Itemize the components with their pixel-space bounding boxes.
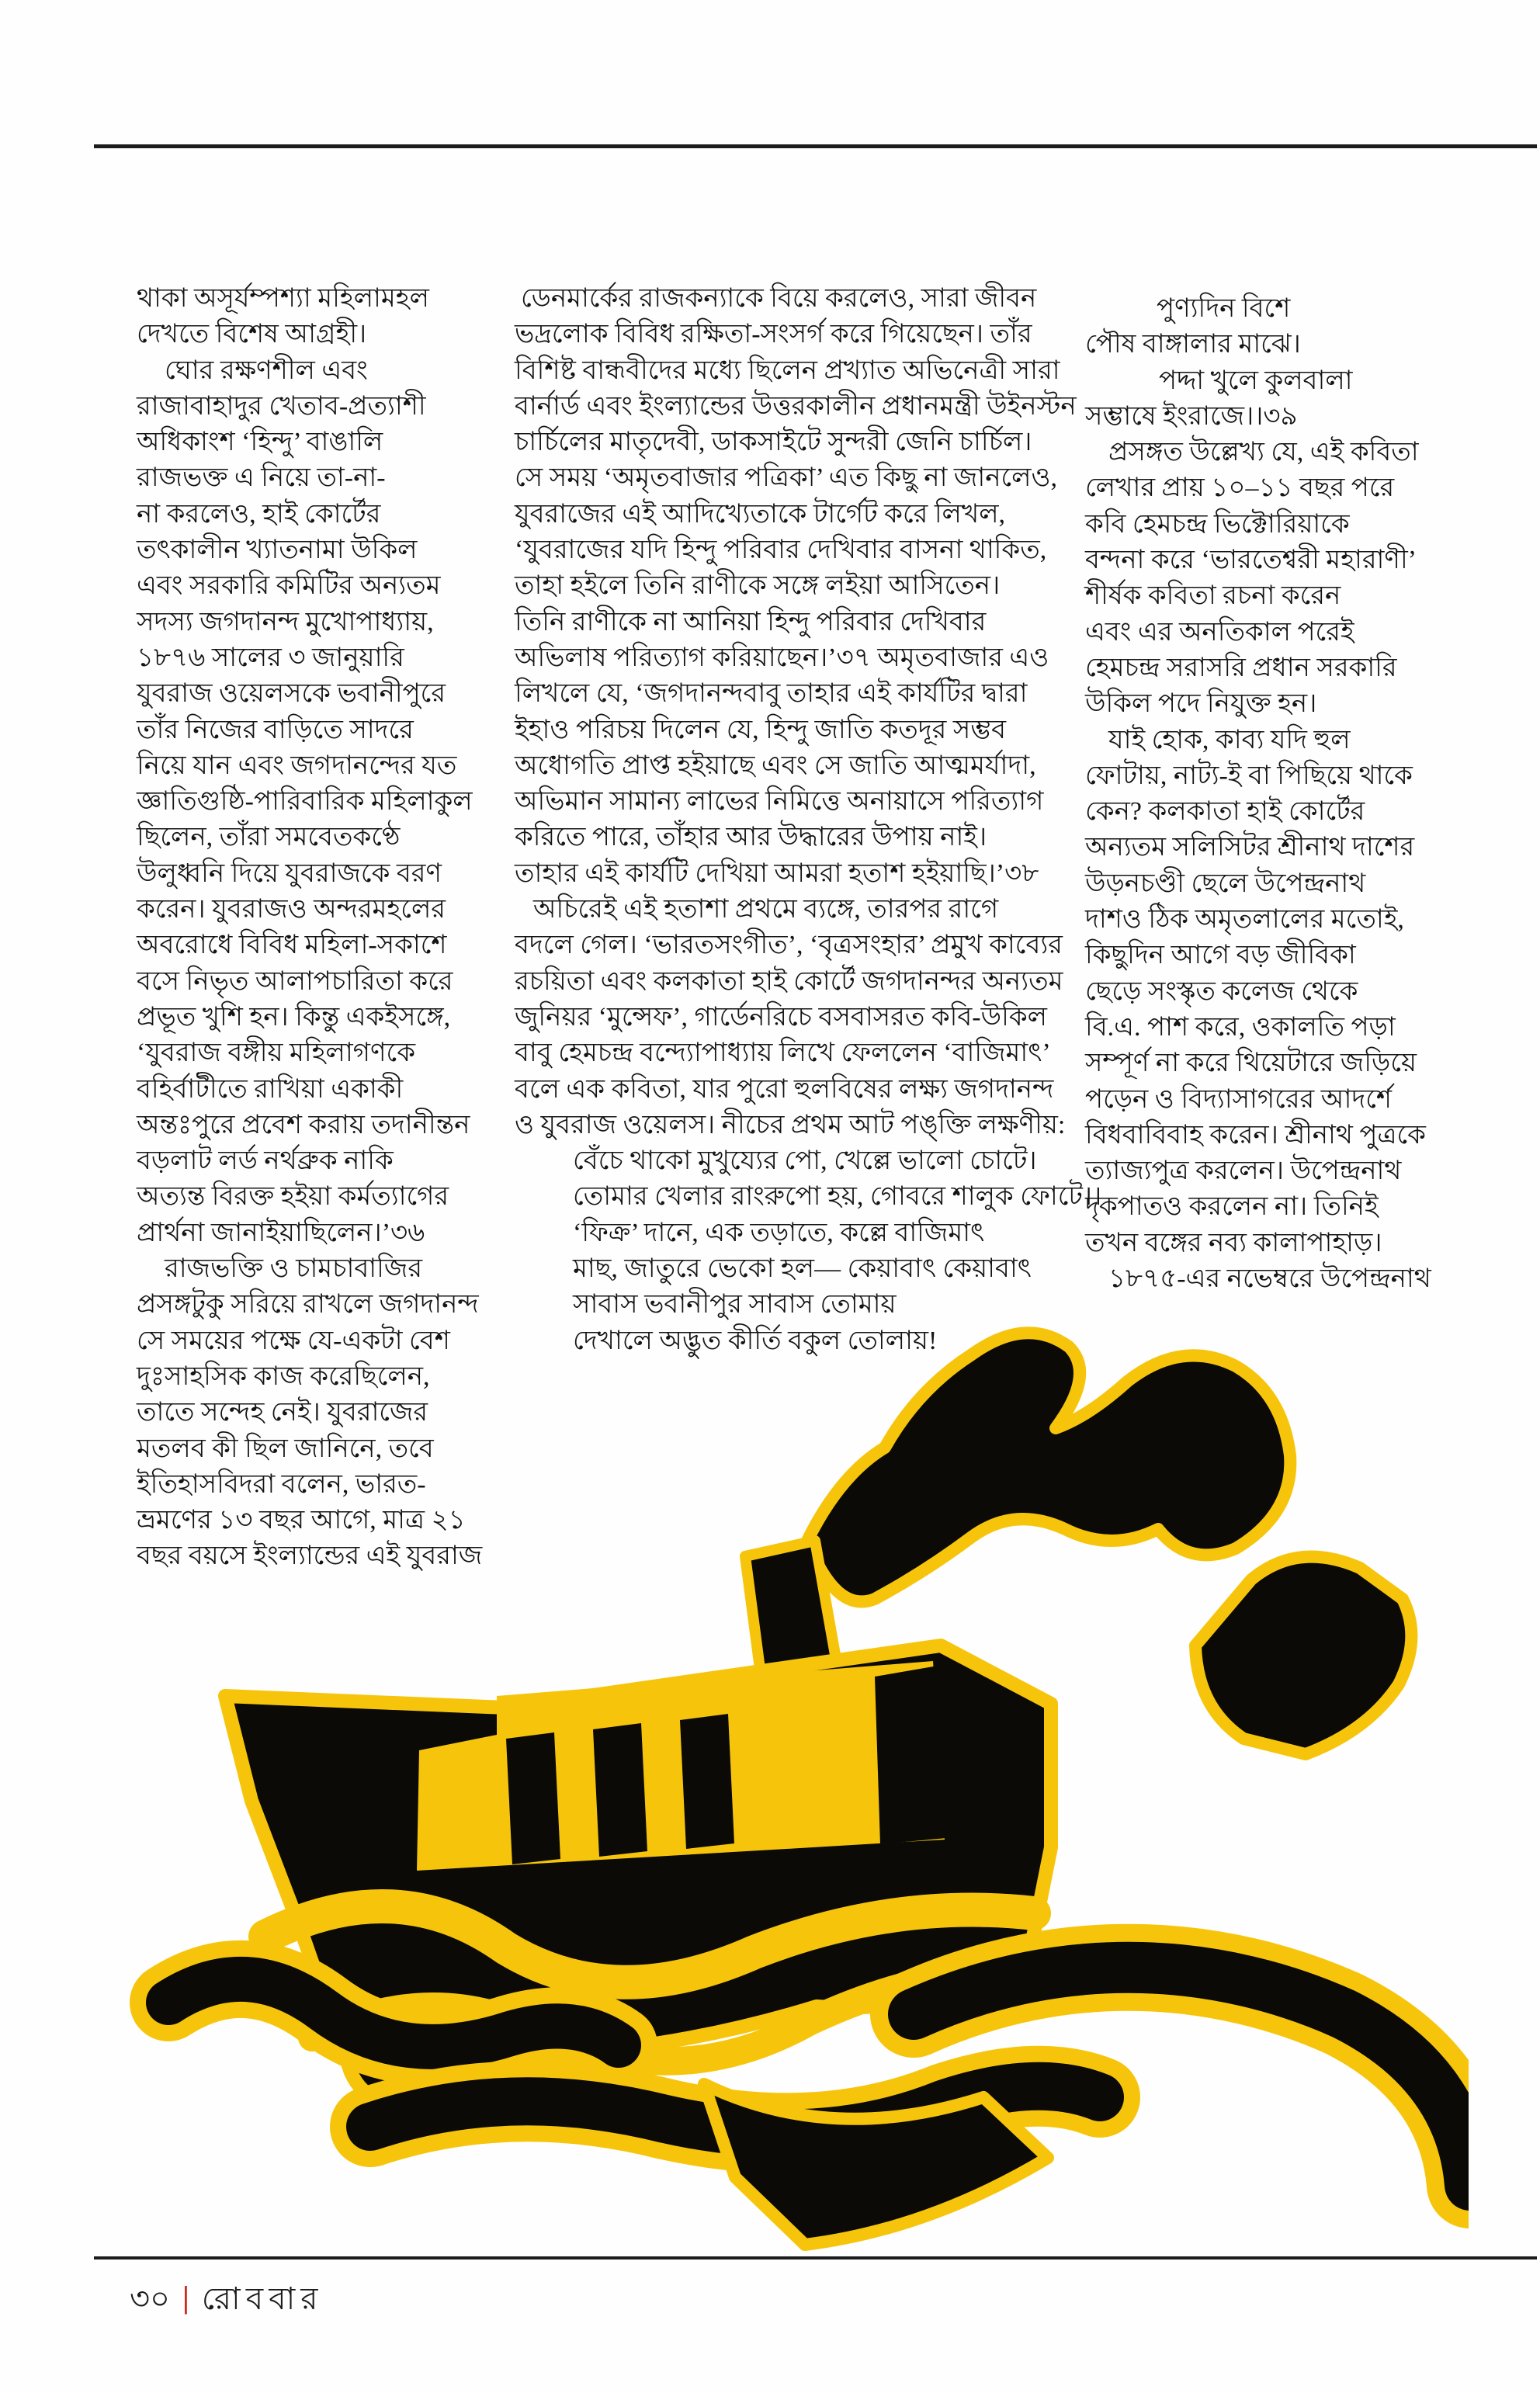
text-line: সম্পূর্ণ না করে থিয়েটারে জড়িয়ে	[1085, 1049, 1417, 1078]
text-line: অভিমান সামান্য লাভের নিমিত্তে অনায়াসে পরিত্যাগ	[515, 787, 1044, 817]
text-line: ছেড়ে সংস্কৃত কলেজ থেকে	[1085, 976, 1358, 1006]
text-line: নিয়ে যান এবং জগদানন্দের যত	[137, 751, 457, 780]
text-line: বন্দনা করে ‘ভারতেশ্বরী মহারাণী’	[1085, 546, 1417, 575]
text-line: রাজভক্ত এ নিয়ে তা-না-	[137, 463, 386, 493]
text-line: যুবরাজের এই আদিখ্যেতাকে টার্গেট করে লিখল,	[515, 499, 1006, 529]
text-line: সে সময়ের পক্ষে যে-একটা বেশ	[137, 1326, 450, 1355]
text-line: করিতে পারে, তাঁহার আর উদ্ধারের উপায় নাই।	[515, 823, 987, 852]
text-line: উলুধ্বনি দিয়ে যুবরাজকে বরণ	[137, 858, 442, 888]
top-rule	[94, 144, 1537, 148]
footer	[130, 2274, 324, 2326]
footer-separator: |	[182, 2280, 189, 2315]
text-line: রচয়িতা এবং কলকাতা হাই কোর্টে জগদানন্দর অন্যতম	[515, 966, 1063, 996]
deck-stern-block	[875, 1665, 947, 1844]
text-line: রাজভক্তি ও চামচাবাজির	[165, 1254, 423, 1284]
text-line: উড়নচণ্ডী ছেলে উপেন্দ্রনাথ	[1085, 869, 1366, 898]
text-line: ১৮৭৫-এর নভেম্বরে উপেন্দ্রনাথ	[1108, 1264, 1431, 1294]
text-line: ছিলেন, তাঁরা সমবেতকণ্ঠে	[137, 823, 401, 852]
steamship-illustration	[71, 1273, 1469, 2282]
text-line: বি.এ. পাশ করে, ওকালতি পড়া	[1085, 1012, 1396, 1042]
text-line: তাহা হইলে তিনি রাণীকে সঙ্গে লইয়া আসিতেন।	[515, 571, 1001, 601]
text-line: অন্তঃপুরে প্রবেশ করায় তদানীন্তন	[137, 1110, 470, 1139]
text-line: বছর বয়সে ইংল্যান্ডের এই যুবরাজ	[137, 1542, 483, 1571]
text-line: প্রসঙ্গত উল্লেখ্য যে, এই কবিতা	[1108, 438, 1419, 467]
text-line: পদ্দা খুলে কুলবালা	[1159, 366, 1353, 395]
text-line: যাই হোক, কাব্য যদি হুল	[1108, 725, 1351, 754]
text-line: পুণ্যদিন বিশে	[1157, 294, 1291, 323]
text-line: শীর্ষক কবিতা রচনা করেন	[1085, 581, 1341, 611]
text-line: সাবাস ভবানীপুর সাবাস তোমায়	[573, 1290, 897, 1320]
text-line: ইতিহাসবিদরা বলেন, ভারত-	[137, 1469, 426, 1499]
text-line: লিখলে যে, ‘জগদানন্দবাবু তাহার এই কার্যটির দ্বারা	[515, 679, 1028, 709]
deck-pillar	[593, 1723, 647, 1857]
text-line: কিছুদিন আগে বড় জীবিকা	[1085, 941, 1356, 970]
text-line: দেখালে অদ্ভুত কীর্তি বকুল তোলায়!	[573, 1326, 938, 1355]
text-line: প্রার্থনা জানাইয়াছিলেন।’৩৬	[137, 1218, 425, 1247]
text-line: বদলে গেল। ‘ভারতসংগীত’, ‘বৃত্রসংহার’ প্রমুখ কাব্যের	[515, 931, 1063, 960]
text-line: এবং এর অনতিকাল পরেই	[1085, 617, 1354, 647]
deck	[417, 1661, 945, 1871]
text-line: ইহাও পরিচয় দিলেন যে, হিন্দু জাতি কতদূর সম্ভব	[515, 715, 1007, 744]
footer-rule	[94, 2256, 1537, 2259]
deck-pillar	[506, 1732, 560, 1864]
text-line: জুনিয়র ‘মুন্সেফ’, গার্ডেনরিচে বসবাসরত কবি-উকিল	[515, 1002, 1047, 1032]
text-column-middle	[515, 281, 1102, 1359]
text-line: ১৮৭৬ সালের ৩ জানুয়ারি	[137, 643, 404, 672]
smoke-plume	[807, 1333, 1290, 1601]
text-line: তাঁর নিজের বাড়িতে সাদরে	[137, 715, 414, 744]
text-line: সম্ভাষে ইংরাজে।।৩৯	[1085, 401, 1298, 431]
text-line: বড়লাট লর্ড নর্থব্রুক নাকি	[137, 1146, 394, 1176]
text-line: চার্চিলের মাতৃদেবী, ডাকসাইটে সুন্দরী জেনি চার্চিল।	[515, 428, 1032, 457]
text-line: বার্নার্ড এবং ইংল্যান্ডের উত্তরকালীন প্রধানমন্ত্রী উইনস্টন	[515, 391, 1077, 421]
text-line: বাবু হেমচন্দ্র বন্দ্যোপাধ্যায় লিখে ফেললেন ‘বাজিমাৎ’	[515, 1039, 1051, 1068]
text-line: দেখতে বিশেষ আগ্রহী।	[137, 320, 367, 349]
text-line: এবং সরকারি কমিটির অন্যতম	[137, 571, 441, 601]
text-line: না করলেও, হাই কোর্টের	[137, 499, 381, 529]
text-line: অবরোধে বিবিধ মহিলা-সকাশে	[137, 931, 447, 960]
text-line: তোমার খেলার রাংরুপো হয়, গোবরে শালুক ফোটে।।	[573, 1182, 1102, 1212]
text-line: অচিরেই এই হতাশা প্রথমে ব্যঙ্গে, তারপর রাগে	[533, 895, 999, 924]
text-line: কেন? কলকাতা হাই কোর্টের	[1085, 797, 1365, 827]
text-line: ‘যুবরাজ বঙ্গীয় মহিলাগণকে	[137, 1039, 415, 1068]
text-line: ভ্রমণের ১৩ বছর আগে, মাত্র ২১	[137, 1506, 466, 1535]
text-line: ত্যাজ্যপুত্র করলেন। উপেন্দ্রনাথ	[1085, 1157, 1402, 1186]
text-line: লেখার প্রায় ১০–১১ বছর পরে	[1085, 473, 1395, 503]
smoke-cloud	[1195, 1557, 1411, 1754]
text-line: তাতে সন্দেহ নেই। যুবরাজের	[137, 1398, 428, 1427]
text-line: বিশিষ্ট বান্ধবীদের মধ্যে ছিলেন প্রখ্যাত অভিনেত্রী সারা	[515, 355, 1060, 385]
text-line: অভিলাষ পরিত্যাগ করিয়াছেন।’৩৭ অমৃতবাজার এও	[515, 643, 1049, 672]
text-line: তখন বঙ্গের নব্য কালাপাহাড়।	[1085, 1228, 1382, 1257]
text-line: ডেনমার্কের রাজকন্যাকে বিয়ে করলেও, সারা জীবন	[521, 284, 1037, 313]
text-line: অধিকাংশ ‘হিন্দু’ বাঙালি	[137, 428, 383, 457]
text-line: বহির্বাটীতে রাখিয়া একাকী	[137, 1074, 404, 1104]
text-line: ও যুবরাজ ওয়েলস। নীচের প্রথম আট পঙ্‌ক্তি লক্ষণীয়:	[515, 1110, 1066, 1139]
text-line: তৎকালীন খ্যাতনামা উকিল	[137, 536, 418, 565]
text-line: পড়েন ও বিদ্যাসাগরের আদর্শে	[1085, 1084, 1393, 1114]
text-line: দুঃসাহসিক কাজ করেছিলেন,	[137, 1361, 430, 1391]
text-line: বিধবাবিবাহ করেন। শ্রীনাথ পুত্রকে	[1085, 1120, 1426, 1150]
text-line: রাজাবাহাদুর খেতাব-প্রত্যাশী	[137, 391, 426, 421]
text-line: ঘোর রক্ষণশীল এবং	[165, 355, 368, 385]
text-line: মাছ, জাতুরে ভেকো হল— কেয়াবাৎ কেয়াবাৎ	[573, 1254, 1032, 1284]
text-line: তাহার এই কার্যটি দেখিয়া আমরা হতাশ হইয়াছি।’৩৮	[515, 858, 1039, 888]
text-line: সদস্য জগদানন্দ মুখোপাধ্যায়,	[137, 607, 434, 636]
text-line: প্রসঙ্গটুকু সরিয়ে রাখলে জগদানন্দ	[137, 1290, 479, 1320]
text-line: দৃকপাতও করলেন না। তিনিই	[1085, 1192, 1379, 1222]
text-line: বলে এক কবিতা, যার পুরো হুলবিষের লক্ষ্য জগদানন্দ	[515, 1074, 1054, 1104]
text-line: অত্যন্ত বিরক্ত হইয়া কর্মত্যাগের	[137, 1182, 449, 1212]
text-line: তিনি রাণীকে না আনিয়া হিন্দু পরিবার দেখিবার	[515, 607, 987, 636]
text-line: করেন। যুবরাজও অন্দরমহলের	[137, 895, 446, 924]
text-line: মতলব কী ছিল জানিনে, তবে	[137, 1434, 434, 1463]
text-line: ভদ্রলোক বিবিধ রক্ষিতা-সংসর্গ করে গিয়েছেন। তাঁর	[515, 320, 1032, 349]
deck-pillar	[680, 1714, 734, 1849]
text-line: সে সময় ‘অমৃতবাজার পত্রিকা’ এত কিছু না জানলেও,	[515, 463, 1058, 493]
text-line: ‘যুবরাজের যদি হিন্দু পরিবার দেখিবার বাসনা থাকিত,	[515, 536, 1047, 565]
page-number: ৩০	[130, 2281, 171, 2316]
magazine-title: রোববার	[201, 2281, 324, 2316]
text-line: ফোটায়, নাট্য-ই বা পিছিয়ে থাকে	[1085, 761, 1413, 790]
text-line: অধোগতি প্রাপ্ত হইয়াছে এবং সে জাতি আত্মমর্যাদা,	[515, 751, 1036, 780]
text-line: হেমচন্দ্র সরাসরি প্রধান সরকারি	[1085, 653, 1397, 682]
text-line: উকিল পদে নিযুক্ত হন।	[1085, 689, 1317, 719]
text-line: প্রভূত খুশি হন। কিন্তু একইসঙ্গে,	[137, 1002, 451, 1032]
text-line: অন্যতম সলিসিটর শ্রীনাথ দাশের	[1085, 833, 1415, 862]
text-line: জ্ঞাতিগুষ্ঠি-পারিবারিক মহিলাকুল	[137, 787, 473, 817]
text-line: থাকা অসূর্যম্পশ্যা মহিলামহল	[137, 284, 429, 313]
text-line: যুবরাজ ওয়েলসকে ভবানীপুরে	[137, 679, 446, 709]
text-line: পৌষ বাঙ্গালার মাঝে।	[1085, 330, 1301, 359]
text-line: কবি হেমচন্দ্র ভিক্টোরিয়াকে	[1085, 509, 1350, 539]
text-column-right	[1085, 291, 1450, 1297]
text-line: দাশও ঠিক অমৃতলালের মতোই,	[1085, 905, 1404, 935]
text-line: বসে নিভৃত আলাপচারিতা করে	[137, 966, 453, 996]
text-line: ‘ফিক্র’ দানে, এক তড়াতে, কল্লে বাজিমাৎ	[573, 1218, 985, 1247]
text-line: বেঁচে থাকো মুখুয্যের পো, খেল্লে ভালো চোটে।	[573, 1146, 1037, 1176]
